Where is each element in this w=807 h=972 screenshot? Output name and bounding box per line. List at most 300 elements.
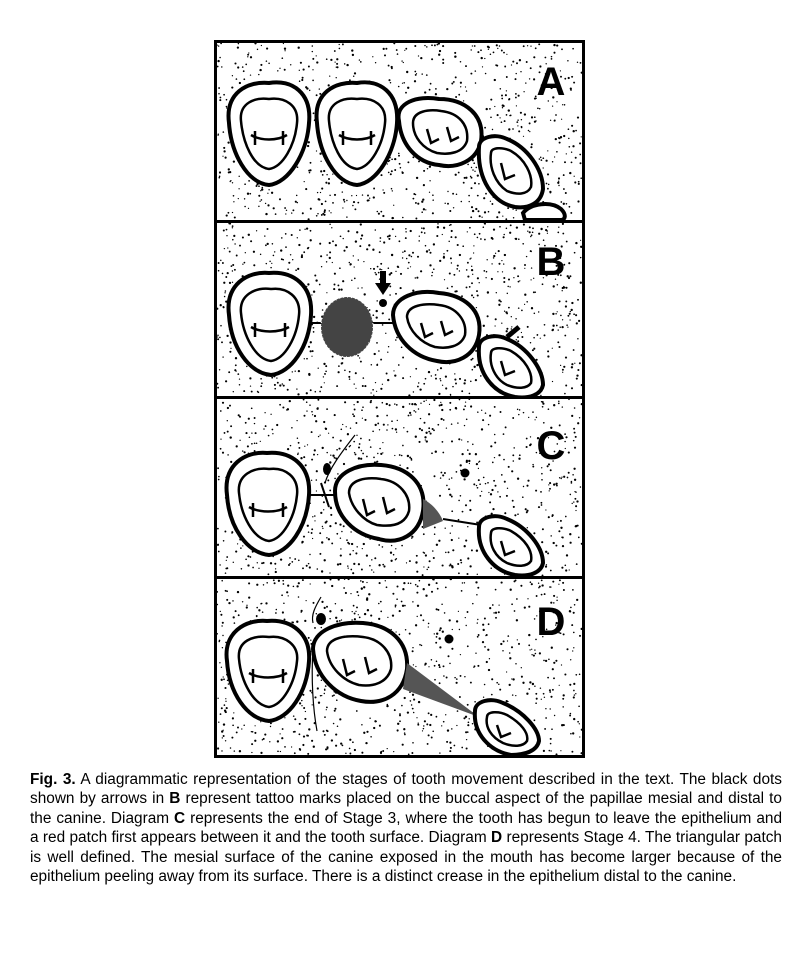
- stipple-dot: [503, 52, 505, 54]
- stipple-dot: [238, 414, 240, 416]
- stipple-dot: [393, 43, 395, 44]
- stipple-dot: [526, 485, 528, 487]
- stipple-dot: [515, 209, 516, 210]
- stipple-dot: [342, 280, 344, 282]
- stipple-dot: [234, 269, 236, 271]
- stipple-dot: [288, 595, 289, 596]
- stipple-dot: [564, 335, 566, 337]
- stipple-dot: [577, 525, 579, 527]
- stipple-dot: [497, 271, 498, 272]
- stipple-dot: [347, 433, 349, 435]
- stipple-dot: [442, 62, 444, 64]
- stipple-dot: [233, 391, 234, 392]
- stipple-dot: [284, 207, 286, 209]
- stipple-dot: [575, 505, 577, 507]
- stipple-dot: [239, 82, 241, 84]
- stipple-dot: [254, 442, 256, 444]
- stipple-dot: [245, 558, 247, 560]
- stipple-dot: [357, 202, 359, 204]
- stipple-dot: [219, 662, 220, 663]
- stipple-dot: [312, 80, 314, 82]
- stipple-dot: [307, 753, 309, 755]
- stipple-dot: [237, 591, 239, 593]
- stipple-dot: [565, 357, 567, 359]
- stipple-dot: [351, 543, 353, 545]
- stipple-dot: [450, 236, 452, 238]
- stipple-dot: [451, 230, 453, 232]
- stipple-dot: [415, 202, 417, 204]
- stipple-dot: [360, 61, 362, 63]
- stipple-dot: [435, 88, 437, 90]
- stipple-dot: [478, 210, 480, 212]
- stipple-dot: [467, 449, 469, 451]
- stipple-dot: [391, 188, 393, 190]
- stipple-dot: [561, 567, 563, 569]
- stipple-dot: [501, 98, 503, 100]
- stipple-dot: [475, 167, 477, 169]
- stipple-dot: [237, 727, 239, 729]
- stipple-dot: [226, 590, 228, 592]
- stipple-dot: [490, 116, 492, 118]
- stipple-dot: [385, 580, 386, 581]
- stipple-dot: [375, 62, 376, 63]
- stipple-dot: [446, 677, 448, 679]
- stipple-dot: [570, 311, 571, 312]
- stipple-dot: [229, 405, 231, 407]
- caption-ref-b: B: [169, 790, 181, 808]
- stipple-dot: [456, 193, 458, 195]
- stipple-dot: [326, 537, 328, 539]
- stipple-dot: [416, 571, 418, 573]
- stipple-dot: [226, 107, 227, 108]
- stipple-dot: [260, 64, 262, 66]
- stipple-dot: [579, 362, 581, 364]
- stipple-dot: [271, 263, 272, 264]
- stipple-dot: [309, 690, 311, 692]
- stipple-dot: [224, 704, 226, 706]
- stipple-dot: [494, 457, 495, 458]
- stipple-dot: [362, 418, 363, 419]
- stipple-dot: [435, 451, 437, 453]
- stipple-dot: [434, 475, 436, 477]
- stipple-dot: [351, 49, 353, 51]
- stipple-dot: [399, 610, 401, 612]
- stipple-dot: [515, 663, 517, 665]
- stipple-dot: [440, 380, 441, 381]
- tattoo-mark: [445, 635, 454, 644]
- stipple-dot: [455, 407, 457, 409]
- stipple-dot: [402, 445, 404, 447]
- stipple-dot: [442, 441, 444, 443]
- stipple-dot: [483, 270, 485, 272]
- stipple-dot: [469, 463, 470, 464]
- stipple-dot: [406, 562, 407, 563]
- stipple-dot: [428, 371, 430, 373]
- stipple-dot: [298, 447, 300, 449]
- stipple-dot: [542, 406, 544, 408]
- stipple-dot: [446, 250, 448, 252]
- stipple-dot: [335, 244, 337, 246]
- stipple-dot: [527, 45, 528, 46]
- stipple-dot: [299, 723, 301, 725]
- stipple-dot: [562, 223, 564, 225]
- stipple-dot: [562, 290, 563, 291]
- stipple-dot: [241, 568, 243, 570]
- stipple-dot: [289, 557, 291, 559]
- stipple-dot: [309, 566, 311, 568]
- stipple-dot: [441, 409, 443, 411]
- stipple-dot: [370, 392, 371, 393]
- stipple-dot: [298, 733, 300, 735]
- stipple-dot: [361, 752, 363, 754]
- stipple-dot: [412, 601, 413, 602]
- stipple-dot: [447, 729, 449, 731]
- stipple-dot: [550, 743, 552, 745]
- stipple-dot: [561, 476, 562, 477]
- stipple-dot: [389, 294, 391, 296]
- stipple-dot: [570, 659, 571, 660]
- stipple-dot: [264, 412, 265, 413]
- stipple-dot: [218, 45, 219, 46]
- stipple-dot: [558, 329, 559, 330]
- stipple-dot: [461, 453, 463, 455]
- stipple-dot: [402, 217, 404, 219]
- stipple-dot: [410, 230, 412, 232]
- stipple-dot: [302, 567, 304, 569]
- stipple-dot: [249, 193, 251, 195]
- stipple-dot: [564, 104, 566, 106]
- stipple-dot: [335, 734, 337, 736]
- stipple-dot: [387, 236, 389, 238]
- stipple-dot: [245, 252, 246, 253]
- stipple-dot: [562, 545, 564, 547]
- stipple-dot: [486, 259, 487, 260]
- stipple-dot: [238, 176, 239, 177]
- stipple-dot: [336, 58, 338, 60]
- stipple-dot: [467, 231, 468, 232]
- stipple-dot: [423, 588, 425, 590]
- stipple-dot: [437, 369, 439, 371]
- stipple-dot: [569, 206, 571, 208]
- stipple-dot: [473, 245, 474, 246]
- stipple-dot: [354, 278, 356, 280]
- stipple-dot: [423, 227, 425, 229]
- stipple-dot: [471, 167, 472, 168]
- stipple-dot: [445, 552, 447, 554]
- stipple-dot: [319, 93, 321, 95]
- stipple-dot: [581, 403, 582, 405]
- stipple-dot: [414, 71, 416, 73]
- stipple-dot: [225, 276, 227, 278]
- stipple-dot: [217, 335, 219, 337]
- stipple-dot: [521, 119, 522, 120]
- stipple-dot: [324, 211, 325, 212]
- stipple-dot: [316, 408, 318, 410]
- stipple-dot: [260, 603, 262, 605]
- stipple-dot: [566, 153, 567, 154]
- stipple-dot: [538, 506, 540, 508]
- stipple-dot: [569, 275, 571, 277]
- stipple-dot: [441, 603, 443, 605]
- stipple-dot: [299, 702, 301, 704]
- stipple-dot: [328, 178, 330, 180]
- stipple-dot: [449, 494, 451, 496]
- stipple-dot: [359, 357, 360, 358]
- stipple-dot: [555, 483, 557, 485]
- stipple-dot: [454, 379, 456, 381]
- stipple-dot: [527, 480, 529, 482]
- stipple-dot: [519, 59, 521, 61]
- stipple-dot: [320, 695, 321, 696]
- stipple-dot: [250, 56, 252, 58]
- stipple-dot: [581, 72, 582, 74]
- stipple-dot: [345, 592, 347, 594]
- stipple-dot: [572, 503, 573, 504]
- stipple-dot: [458, 519, 460, 521]
- stipple-dot: [467, 441, 469, 443]
- stipple-dot: [338, 579, 340, 581]
- stipple-dot: [321, 266, 322, 267]
- stipple-dot: [223, 676, 224, 677]
- stipple-dot: [326, 408, 328, 410]
- stipple-dot: [324, 209, 326, 211]
- stipple-dot: [336, 385, 338, 387]
- stipple-dot: [429, 89, 431, 91]
- stipple-dot: [275, 571, 277, 573]
- stipple-dot: [479, 495, 481, 497]
- stipple-dot: [475, 350, 477, 352]
- stipple-dot: [364, 385, 366, 387]
- stipple-dot: [277, 382, 279, 384]
- stipple-dot: [354, 266, 355, 267]
- stipple-dot: [317, 213, 318, 214]
- stipple-dot: [515, 318, 517, 320]
- stipple-dot: [512, 61, 514, 63]
- stipple-dot: [460, 562, 462, 564]
- stipple-dot: [217, 544, 219, 546]
- stipple-dot: [332, 173, 333, 174]
- stipple-dot: [574, 181, 576, 183]
- stipple-dot: [516, 62, 518, 64]
- stipple-dot: [322, 174, 324, 176]
- stipple-dot: [556, 325, 558, 327]
- stipple-dot: [573, 82, 575, 84]
- stipple-dot: [361, 588, 363, 590]
- stipple-dot: [452, 629, 453, 630]
- stipple-dot: [471, 294, 473, 296]
- stipple-dot: [426, 569, 428, 571]
- stipple-dot: [222, 737, 223, 738]
- stipple-dot: [388, 238, 390, 240]
- stipple-dot: [234, 750, 235, 751]
- stipple-dot: [521, 332, 522, 333]
- stipple-dot: [328, 433, 329, 434]
- stipple-dot: [526, 446, 528, 448]
- stipple-dot: [232, 239, 234, 241]
- stipple-dot: [331, 739, 333, 741]
- stipple-dot: [236, 445, 238, 447]
- stipple-dot: [314, 274, 316, 276]
- stipple-dot: [369, 309, 371, 311]
- stipple-dot: [434, 633, 435, 634]
- stipple-dot: [579, 142, 581, 144]
- stipple-dot: [324, 373, 326, 375]
- stipple-dot: [319, 532, 321, 534]
- stipple-dot: [521, 336, 523, 338]
- stipple-dot: [387, 379, 389, 381]
- stipple-dot: [399, 720, 401, 722]
- stipple-dot: [483, 325, 485, 327]
- stipple-dot: [299, 80, 301, 82]
- stipple-dot: [260, 254, 261, 255]
- stipple-dot: [217, 387, 219, 389]
- stipple-dot: [566, 203, 568, 205]
- stipple-dot: [362, 581, 364, 583]
- stipple-dot: [461, 590, 463, 592]
- stipple-dot: [301, 612, 302, 613]
- stipple-dot: [574, 252, 576, 254]
- stipple-dot: [382, 452, 383, 453]
- stipple-dot: [557, 232, 559, 234]
- stipple-dot: [235, 364, 237, 366]
- stipple-dot: [421, 645, 423, 647]
- stipple-dot: [232, 282, 233, 283]
- stipple-dot: [562, 233, 564, 235]
- canine: [479, 136, 543, 207]
- stipple-dot: [330, 455, 331, 456]
- stipple-dot: [281, 594, 283, 596]
- stipple-dot: [565, 436, 567, 438]
- stipple-dot: [354, 452, 355, 453]
- stipple-dot: [473, 297, 474, 298]
- stipple-dot: [533, 56, 535, 58]
- stipple-dot: [382, 750, 384, 752]
- stipple-dot: [428, 427, 430, 429]
- stipple-dot: [516, 619, 518, 621]
- stipple-dot: [326, 706, 328, 708]
- stipple-dot: [410, 583, 411, 584]
- stipple-dot: [490, 568, 491, 569]
- stipple-dot: [240, 547, 242, 549]
- stipple-dot: [359, 617, 361, 619]
- stipple-dot: [439, 495, 441, 497]
- stipple-dot: [407, 268, 408, 269]
- stipple-dot: [246, 366, 248, 368]
- stipple-dot: [224, 432, 226, 434]
- stipple-dot: [552, 348, 553, 349]
- stipple-dot: [451, 648, 453, 650]
- stipple-dot: [366, 582, 367, 583]
- stipple-dot: [328, 182, 330, 184]
- stipple-dot: [430, 433, 432, 435]
- stipple-dot: [339, 718, 341, 720]
- stipple-dot: [518, 458, 520, 460]
- stipple-dot: [376, 310, 378, 312]
- stipple-dot: [522, 682, 524, 684]
- stipple-dot: [559, 142, 561, 144]
- stipple-dot: [440, 627, 442, 629]
- stipple-dot: [231, 531, 233, 533]
- stipple-dot: [342, 207, 343, 208]
- stipple-dot: [299, 229, 301, 231]
- stipple-dot: [277, 740, 279, 742]
- stipple-dot: [463, 100, 464, 101]
- stipple-dot: [251, 432, 252, 433]
- stipple-dot: [571, 482, 573, 484]
- stipple-dot: [455, 174, 457, 176]
- tattoo-mark: [461, 469, 470, 478]
- stipple-dot: [383, 192, 385, 194]
- stipple-dot: [524, 304, 525, 305]
- stipple-dot: [349, 739, 351, 741]
- stipple-dot: [396, 49, 398, 51]
- stipple-dot: [325, 201, 327, 203]
- stipple-dot: [217, 633, 218, 635]
- stipple-dot: [317, 568, 319, 570]
- stipple-dot: [441, 725, 442, 726]
- stipple-dot: [454, 677, 456, 679]
- stipple-dot: [516, 121, 518, 123]
- stipple-dot: [536, 595, 538, 597]
- stipple-dot: [262, 611, 264, 613]
- stipple-dot: [519, 409, 521, 411]
- stipple-dot: [580, 486, 582, 488]
- stipple-dot: [248, 418, 250, 420]
- stipple-dot: [306, 600, 307, 601]
- stipple-dot: [428, 249, 430, 251]
- stipple-dot: [327, 748, 329, 750]
- stipple-dot: [435, 93, 437, 95]
- stipple-dot: [460, 61, 462, 63]
- stipple-dot: [354, 618, 356, 620]
- stipple-dot: [243, 78, 245, 80]
- stipple-dot: [484, 239, 486, 241]
- stipple-dot: [349, 378, 351, 380]
- stipple-dot: [273, 207, 275, 209]
- stipple-dot: [574, 498, 576, 500]
- stipple-dot: [360, 458, 362, 460]
- stipple-dot: [239, 378, 240, 379]
- stipple-dot: [515, 695, 516, 696]
- stipple-dot: [458, 94, 460, 96]
- stipple-dot: [348, 579, 350, 580]
- stipple-dot: [458, 611, 459, 612]
- stipple-dot: [578, 705, 580, 707]
- stipple-dot: [518, 643, 520, 645]
- stipple-dot: [408, 753, 410, 755]
- stipple-dot: [387, 704, 389, 706]
- stipple-dot: [326, 428, 327, 429]
- stipple-dot: [577, 200, 579, 202]
- stipple-dot: [492, 604, 494, 606]
- stipple-dot: [547, 552, 549, 554]
- stipple-dot: [478, 634, 480, 636]
- stipple-dot: [417, 605, 419, 607]
- stipple-dot: [529, 649, 530, 650]
- stipple-dot: [354, 749, 356, 751]
- caption-number: 3.: [62, 771, 76, 788]
- stipple-dot: [499, 117, 500, 118]
- stipple-dot: [235, 610, 237, 612]
- stipple-dot: [508, 278, 510, 280]
- stipple-dot: [340, 428, 342, 430]
- stipple-dot: [397, 420, 398, 421]
- stipple-dot: [282, 383, 284, 385]
- stipple-dot: [296, 195, 298, 197]
- stipple-dot: [512, 678, 514, 680]
- stipple-dot: [469, 565, 471, 567]
- stipple-dot: [411, 752, 413, 754]
